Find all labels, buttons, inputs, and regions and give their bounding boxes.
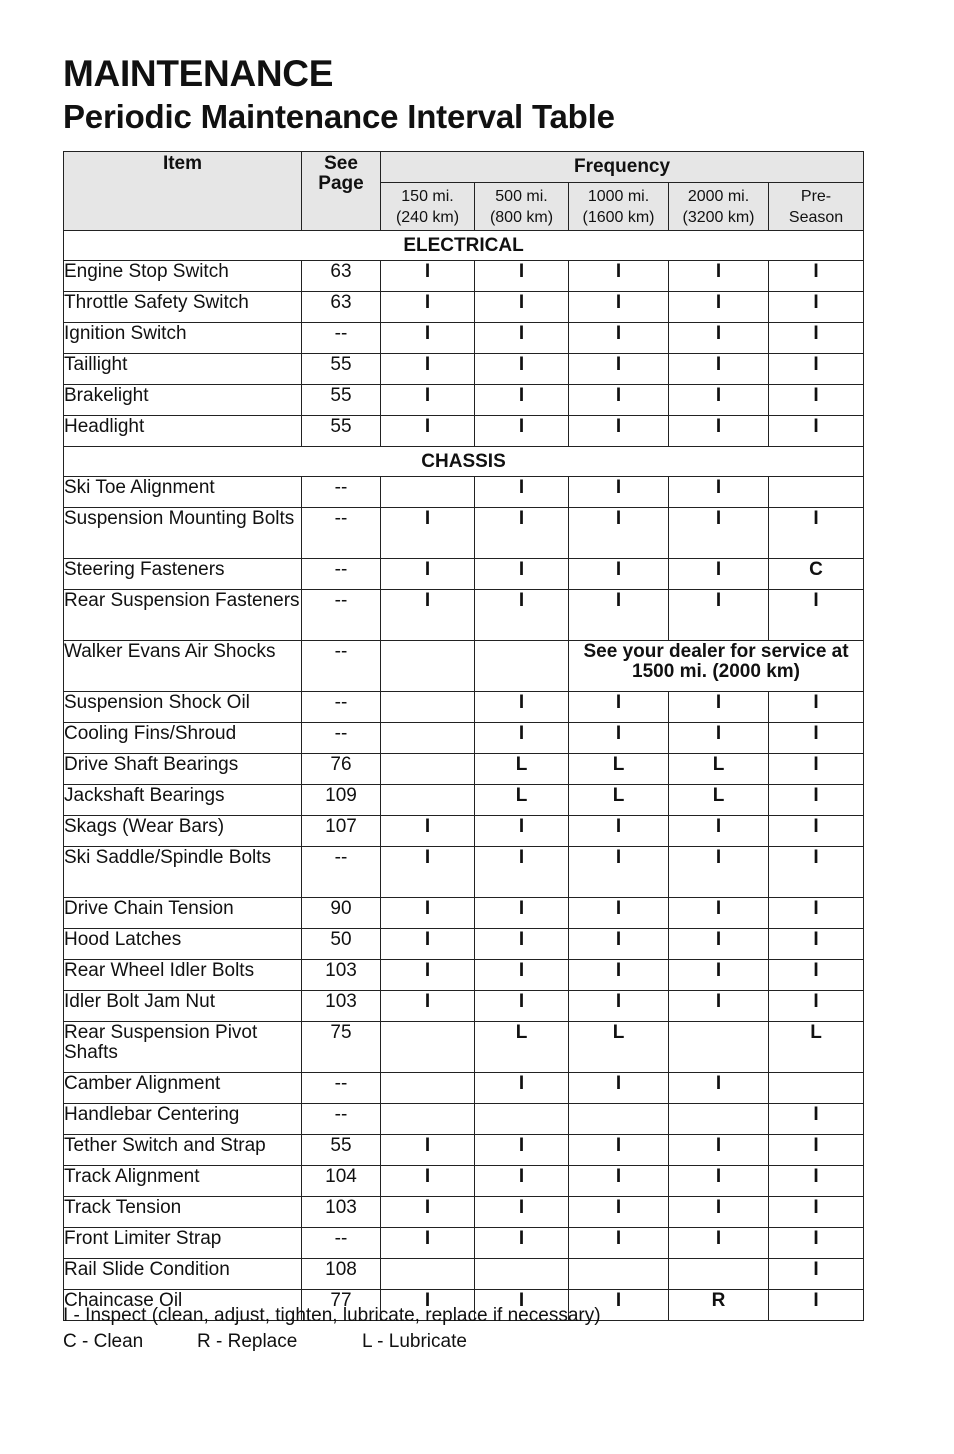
interval-mark: I bbox=[475, 929, 569, 960]
interval-mark: I bbox=[569, 590, 669, 641]
interval-mark: L bbox=[569, 754, 669, 785]
interval-mark: I bbox=[769, 1197, 864, 1228]
interval-mark: I bbox=[569, 508, 669, 559]
interval-mark: I bbox=[669, 590, 769, 641]
interval-mark: I bbox=[769, 385, 864, 416]
item-name: Rail Slide Condition bbox=[64, 1259, 302, 1290]
legend-clean: C - Clean bbox=[63, 1331, 144, 1352]
interval-mark: I bbox=[569, 816, 669, 847]
see-page: 104 bbox=[302, 1166, 381, 1197]
interval-mark: I bbox=[669, 508, 769, 559]
interval-mark: R bbox=[669, 1290, 769, 1321]
table-row bbox=[64, 1228, 864, 1259]
item-name: Drive Chain Tension bbox=[64, 898, 302, 929]
interval-mark: I bbox=[769, 323, 864, 354]
interval-mark: I bbox=[475, 816, 569, 847]
interval-mark: L bbox=[475, 785, 569, 816]
item-name: Track Tension bbox=[64, 1197, 302, 1228]
interval-mark: I bbox=[475, 692, 569, 723]
interval-mark bbox=[475, 1104, 569, 1135]
item-name: Tether Switch and Strap bbox=[64, 1135, 302, 1166]
item-name: Rear Suspension Pivot Shafts bbox=[64, 1022, 302, 1073]
item-name: Rear Wheel Idler Bolts bbox=[64, 960, 302, 991]
see-page: 55 bbox=[302, 1135, 381, 1166]
interval-header-5 bbox=[769, 183, 864, 231]
interval-line2: Season bbox=[788, 208, 844, 226]
interval-mark: I bbox=[381, 559, 475, 590]
see-page: 55 bbox=[302, 354, 381, 385]
interval-mark: I bbox=[769, 960, 864, 991]
interval-mark: I bbox=[381, 847, 475, 898]
item-name: Walker Evans Air Shocks bbox=[64, 641, 302, 692]
item-name: Ski Toe Alignment bbox=[64, 477, 302, 508]
table-row bbox=[64, 1135, 864, 1166]
interval-mark: I bbox=[475, 416, 569, 447]
table-row bbox=[64, 898, 864, 929]
see-page: 103 bbox=[302, 1197, 381, 1228]
item-name: Suspension Shock Oil bbox=[64, 692, 302, 723]
legend-lubricate: L - Lubricate bbox=[362, 1331, 467, 1352]
see-page: -- bbox=[302, 1104, 381, 1135]
item-name: Hood Latches bbox=[64, 929, 302, 960]
interval-mark: I bbox=[669, 416, 769, 447]
interval-mark: I bbox=[669, 1166, 769, 1197]
interval-mark bbox=[381, 754, 475, 785]
interval-mark: I bbox=[669, 723, 769, 754]
interval-mark: I bbox=[381, 261, 475, 292]
table-row bbox=[64, 354, 864, 385]
table-row bbox=[64, 261, 864, 292]
item-name: Camber Alignment bbox=[64, 1073, 302, 1104]
see-page: 63 bbox=[302, 292, 381, 323]
table-row bbox=[64, 1073, 864, 1104]
table-row bbox=[64, 559, 864, 590]
interval-line2: (240 km) bbox=[395, 208, 460, 226]
interval-mark: L bbox=[569, 785, 669, 816]
interval-mark: I bbox=[475, 508, 569, 559]
table-row bbox=[64, 723, 864, 754]
interval-header-3 bbox=[569, 183, 669, 231]
see-page: -- bbox=[302, 559, 381, 590]
interval-mark: I bbox=[381, 991, 475, 1022]
interval-mark: I bbox=[669, 1135, 769, 1166]
interval-mark bbox=[381, 477, 475, 508]
interval-mark: I bbox=[769, 847, 864, 898]
interval-mark: I bbox=[569, 477, 669, 508]
item-name: Ignition Switch bbox=[64, 323, 302, 354]
interval-mark: I bbox=[769, 692, 864, 723]
table-row bbox=[64, 960, 864, 991]
interval-mark: I bbox=[769, 816, 864, 847]
item-name: Track Alignment bbox=[64, 1166, 302, 1197]
item-name: Handlebar Centering bbox=[64, 1104, 302, 1135]
item-column-header: Item bbox=[64, 152, 302, 231]
interval-mark: I bbox=[669, 960, 769, 991]
interval-mark: I bbox=[769, 1166, 864, 1197]
interval-mark: L bbox=[475, 1022, 569, 1073]
see-page: 108 bbox=[302, 1259, 381, 1290]
interval-mark: I bbox=[569, 1073, 669, 1104]
interval-mark bbox=[381, 1073, 475, 1104]
item-name: Idler Bolt Jam Nut bbox=[64, 991, 302, 1022]
interval-mark: I bbox=[475, 1166, 569, 1197]
interval-mark: I bbox=[381, 385, 475, 416]
interval-mark: I bbox=[381, 590, 475, 641]
interval-mark: I bbox=[475, 354, 569, 385]
see-page: -- bbox=[302, 1228, 381, 1259]
interval-mark: I bbox=[569, 723, 669, 754]
interval-mark: I bbox=[569, 1290, 669, 1321]
interval-mark: I bbox=[569, 559, 669, 590]
interval-mark: I bbox=[569, 1166, 669, 1197]
see-page: 107 bbox=[302, 816, 381, 847]
table-row bbox=[64, 590, 864, 641]
dealer-service-note: See your dealer for service at 1500 mi. (2000 km) bbox=[569, 641, 864, 692]
interval-line2: (1600 km) bbox=[582, 208, 655, 226]
see-page: -- bbox=[302, 508, 381, 559]
table-row bbox=[64, 692, 864, 723]
interval-mark bbox=[769, 477, 864, 508]
interval-mark bbox=[475, 641, 569, 692]
interval-mark: I bbox=[381, 1290, 475, 1321]
table-row bbox=[64, 292, 864, 323]
interval-header-4 bbox=[669, 183, 769, 231]
interval-mark: I bbox=[769, 898, 864, 929]
legend-codes bbox=[63, 1330, 467, 1354]
interval-mark: I bbox=[475, 991, 569, 1022]
interval-mark: I bbox=[769, 1104, 864, 1135]
table-row bbox=[64, 1197, 864, 1228]
table-row bbox=[64, 641, 864, 692]
table-row bbox=[64, 416, 864, 447]
interval-mark: I bbox=[475, 292, 569, 323]
interval-mark: I bbox=[669, 929, 769, 960]
item-name: Rear Suspension Fasteners bbox=[64, 590, 302, 641]
interval-mark: I bbox=[769, 991, 864, 1022]
item-name: Headlight bbox=[64, 416, 302, 447]
interval-mark: I bbox=[475, 1135, 569, 1166]
interval-mark: I bbox=[475, 590, 569, 641]
interval-mark: I bbox=[475, 847, 569, 898]
interval-mark: L bbox=[769, 1022, 864, 1073]
interval-mark: I bbox=[569, 1135, 669, 1166]
interval-mark bbox=[381, 785, 475, 816]
see-page: 55 bbox=[302, 385, 381, 416]
item-name: Suspension Mounting Bolts bbox=[64, 508, 302, 559]
interval-mark: I bbox=[569, 416, 669, 447]
item-name: Brakelight bbox=[64, 385, 302, 416]
interval-mark bbox=[669, 1104, 769, 1135]
interval-mark: I bbox=[381, 292, 475, 323]
see-page: -- bbox=[302, 323, 381, 354]
table-row bbox=[64, 508, 864, 559]
see-page: 76 bbox=[302, 754, 381, 785]
interval-mark bbox=[769, 1073, 864, 1104]
interval-mark: I bbox=[381, 1166, 475, 1197]
interval-mark: I bbox=[475, 385, 569, 416]
interval-mark bbox=[381, 692, 475, 723]
interval-mark bbox=[669, 1022, 769, 1073]
section-row bbox=[64, 231, 864, 261]
interval-mark: I bbox=[569, 929, 669, 960]
interval-mark: I bbox=[669, 1228, 769, 1259]
interval-mark: I bbox=[769, 416, 864, 447]
interval-mark: I bbox=[669, 292, 769, 323]
interval-mark: I bbox=[669, 354, 769, 385]
table-row bbox=[64, 1166, 864, 1197]
interval-mark: I bbox=[381, 508, 475, 559]
table-body bbox=[64, 231, 864, 1321]
interval-mark: I bbox=[669, 559, 769, 590]
interval-mark: I bbox=[569, 354, 669, 385]
interval-mark: I bbox=[381, 323, 475, 354]
interval-mark: I bbox=[569, 323, 669, 354]
interval-mark: I bbox=[669, 261, 769, 292]
interval-line1: Pre- bbox=[800, 187, 832, 205]
interval-mark: I bbox=[769, 1228, 864, 1259]
interval-mark bbox=[381, 1022, 475, 1073]
interval-mark: I bbox=[569, 1197, 669, 1228]
see-page: -- bbox=[302, 723, 381, 754]
interval-mark: I bbox=[475, 559, 569, 590]
table-row bbox=[64, 1259, 864, 1290]
item-name: Engine Stop Switch bbox=[64, 261, 302, 292]
maintenance-interval-table bbox=[63, 151, 864, 1321]
interval-mark: I bbox=[669, 1197, 769, 1228]
interval-mark: I bbox=[669, 323, 769, 354]
section-heading: CHASSIS bbox=[64, 447, 864, 477]
interval-mark: I bbox=[381, 416, 475, 447]
interval-mark: I bbox=[475, 1290, 569, 1321]
interval-mark: I bbox=[569, 1228, 669, 1259]
see-page-line2: Page bbox=[318, 173, 364, 194]
see-page: -- bbox=[302, 847, 381, 898]
see-page: 77 bbox=[302, 1290, 381, 1321]
interval-mark: I bbox=[769, 929, 864, 960]
see-page: -- bbox=[302, 641, 381, 692]
interval-mark: I bbox=[381, 816, 475, 847]
interval-mark: L bbox=[669, 754, 769, 785]
item-name: Chaincase Oil bbox=[64, 1290, 302, 1321]
see-page: 55 bbox=[302, 416, 381, 447]
interval-mark: I bbox=[669, 477, 769, 508]
interval-mark: I bbox=[769, 754, 864, 785]
item-name: Front Limiter Strap bbox=[64, 1228, 302, 1259]
interval-mark: I bbox=[475, 1197, 569, 1228]
interval-mark: I bbox=[381, 354, 475, 385]
table-row bbox=[64, 323, 864, 354]
interval-mark: I bbox=[769, 1259, 864, 1290]
interval-line1: 500 mi. bbox=[495, 187, 548, 205]
interval-mark: L bbox=[475, 754, 569, 785]
table-row bbox=[64, 929, 864, 960]
interval-mark: I bbox=[381, 960, 475, 991]
interval-mark: I bbox=[569, 898, 669, 929]
item-name: Skags (Wear Bars) bbox=[64, 816, 302, 847]
interval-mark bbox=[669, 1259, 769, 1290]
item-name: Taillight bbox=[64, 354, 302, 385]
see-page: 75 bbox=[302, 1022, 381, 1073]
interval-mark: I bbox=[669, 1073, 769, 1104]
interval-mark: I bbox=[669, 692, 769, 723]
interval-line1: 1000 mi. bbox=[587, 187, 650, 205]
interval-mark: L bbox=[669, 785, 769, 816]
see-page: 90 bbox=[302, 898, 381, 929]
interval-mark: I bbox=[769, 785, 864, 816]
interval-mark: I bbox=[769, 1135, 864, 1166]
item-name: Jackshaft Bearings bbox=[64, 785, 302, 816]
see-page: -- bbox=[302, 477, 381, 508]
item-name: Steering Fasteners bbox=[64, 559, 302, 590]
table-row bbox=[64, 477, 864, 508]
page-subtitle: Periodic Maintenance Interval Table bbox=[63, 98, 615, 135]
interval-mark: I bbox=[569, 385, 669, 416]
see-page: 63 bbox=[302, 261, 381, 292]
table-row bbox=[64, 1022, 864, 1073]
interval-mark: I bbox=[669, 847, 769, 898]
interval-mark: I bbox=[569, 292, 669, 323]
table-row bbox=[64, 991, 864, 1022]
interval-mark bbox=[381, 1259, 475, 1290]
table-row bbox=[64, 385, 864, 416]
see-page: -- bbox=[302, 692, 381, 723]
see-page: 109 bbox=[302, 785, 381, 816]
item-name: Throttle Safety Switch bbox=[64, 292, 302, 323]
interval-mark: I bbox=[475, 477, 569, 508]
section-heading: ELECTRICAL bbox=[64, 231, 864, 261]
interval-mark bbox=[381, 723, 475, 754]
interval-mark: I bbox=[769, 590, 864, 641]
interval-mark: I bbox=[769, 508, 864, 559]
interval-mark bbox=[475, 1259, 569, 1290]
item-name: Drive Shaft Bearings bbox=[64, 754, 302, 785]
interval-mark: I bbox=[475, 1228, 569, 1259]
interval-mark: I bbox=[769, 723, 864, 754]
interval-mark: L bbox=[569, 1022, 669, 1073]
interval-mark: I bbox=[769, 1290, 864, 1321]
interval-mark: I bbox=[669, 898, 769, 929]
interval-mark: I bbox=[569, 960, 669, 991]
interval-mark: I bbox=[381, 1135, 475, 1166]
interval-mark: I bbox=[669, 385, 769, 416]
frequency-column-header: Frequency bbox=[381, 152, 864, 183]
interval-mark: I bbox=[475, 261, 569, 292]
interval-line1: 2000 mi. bbox=[687, 187, 750, 205]
interval-mark: I bbox=[769, 354, 864, 385]
interval-mark bbox=[569, 1104, 669, 1135]
interval-header-1 bbox=[381, 183, 475, 231]
interval-line2: (3200 km) bbox=[682, 208, 755, 226]
see-page-line1: See bbox=[324, 153, 358, 174]
interval-mark: I bbox=[475, 1073, 569, 1104]
interval-mark: I bbox=[475, 898, 569, 929]
see-page: 50 bbox=[302, 929, 381, 960]
interval-line2: (800 km) bbox=[489, 208, 554, 226]
interval-mark: I bbox=[381, 929, 475, 960]
legend-inspect: I - Inspect (clean, adjust, tighten, lubricate, replace if necessary) bbox=[63, 1305, 601, 1326]
see-page: 103 bbox=[302, 960, 381, 991]
table-row bbox=[64, 785, 864, 816]
interval-mark: I bbox=[569, 991, 669, 1022]
interval-line1: 150 mi. bbox=[401, 187, 454, 205]
interval-mark: I bbox=[569, 692, 669, 723]
interval-mark: I bbox=[569, 847, 669, 898]
table-row bbox=[64, 816, 864, 847]
table-row bbox=[64, 847, 864, 898]
item-name: Cooling Fins/Shroud bbox=[64, 723, 302, 754]
interval-mark: I bbox=[769, 261, 864, 292]
section-row bbox=[64, 447, 864, 477]
interval-mark bbox=[381, 641, 475, 692]
interval-mark: I bbox=[381, 1228, 475, 1259]
see-page: -- bbox=[302, 1073, 381, 1104]
header-row bbox=[64, 152, 864, 183]
interval-mark: I bbox=[669, 991, 769, 1022]
interval-mark: I bbox=[569, 261, 669, 292]
legend-replace: R - Replace bbox=[197, 1331, 298, 1352]
see-page-column-header bbox=[302, 152, 381, 231]
interval-mark: I bbox=[669, 816, 769, 847]
interval-mark: I bbox=[475, 323, 569, 354]
interval-header-2 bbox=[475, 183, 569, 231]
item-name: Ski Saddle/Spindle Bolts bbox=[64, 847, 302, 898]
see-page: 103 bbox=[302, 991, 381, 1022]
interval-mark: I bbox=[381, 1197, 475, 1228]
see-page: -- bbox=[302, 590, 381, 641]
page-title: MAINTENANCE bbox=[63, 53, 334, 94]
interval-mark bbox=[381, 1104, 475, 1135]
interval-mark: I bbox=[769, 292, 864, 323]
interval-mark: I bbox=[475, 960, 569, 991]
interval-mark: C bbox=[769, 559, 864, 590]
interval-mark bbox=[569, 1259, 669, 1290]
table-row bbox=[64, 1104, 864, 1135]
table-row bbox=[64, 754, 864, 785]
interval-mark: I bbox=[475, 723, 569, 754]
interval-mark: I bbox=[381, 898, 475, 929]
